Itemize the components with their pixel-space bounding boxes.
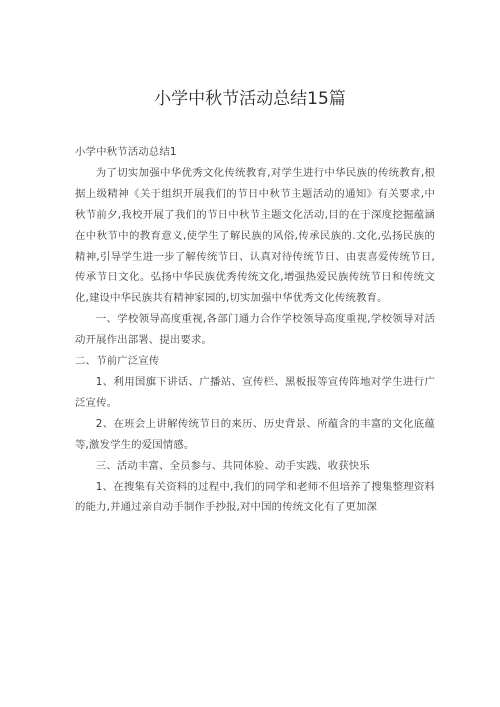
page-title: 小学中秋节活动总结15篇 — [154, 89, 346, 109]
paragraph-heading-publicity: 二、节前广泛宣传 — [75, 355, 160, 368]
paragraph-heading-activities: 三、活动丰富、全员参与、共同体验、动手实践、收获快乐 — [95, 459, 370, 472]
paragraph-activities-1: 1、在搜集有关资料的过程中,我们的同学和老师不但培养了搜集整理资料的能力,并通过亲自动手制作手抄报,对中国的传统文化有了更加深 — [75, 480, 435, 514]
paragraph-publicity-2: 2、在班会上讲解传统节日的来历、历史背景、所蕴含的丰富的文化底蕴等,激发学生的爱国情感。 — [75, 417, 435, 451]
document-body — [75, 142, 435, 518]
paragraph-publicity-1: 1、利用国旗下讲话、广播站、宣传栏、黑板报等宣传阵地对学生进行广泛宣传。 — [75, 375, 435, 409]
paragraph-leadership: 一、学校领导高度重视,各部门通力合作学校领导高度重视,学校领导对活动开展作出部署、提出要求。 — [75, 313, 435, 347]
section-heading: 小学中秋节活动总结1 — [75, 146, 177, 158]
paragraph-intro: 为了切实加强中华优秀文化传统教育,对学生进行中华民族的传统教育,根据上级精神《关于组织开展我们的节日中秋节主题活动的通知》有关要求,中秋节前夕,我校开展了我们的节日中秋节主题文化活动,目的在于深度挖掘蕴涵在中秋节中的教育意义,使学生了解民族的风俗,传承民族的.文化,弘扬民族的精神,引导学生进一步了解传统节日、认真对待传统节日、由衷喜爱传统节日,传承节日文化。弘扬中华民族优秀传统文化,增强热爱民族传统节日和传统文化,建设中华民族共有精神家园的,切实加强中华优秀文化传统教育。 — [75, 166, 435, 305]
